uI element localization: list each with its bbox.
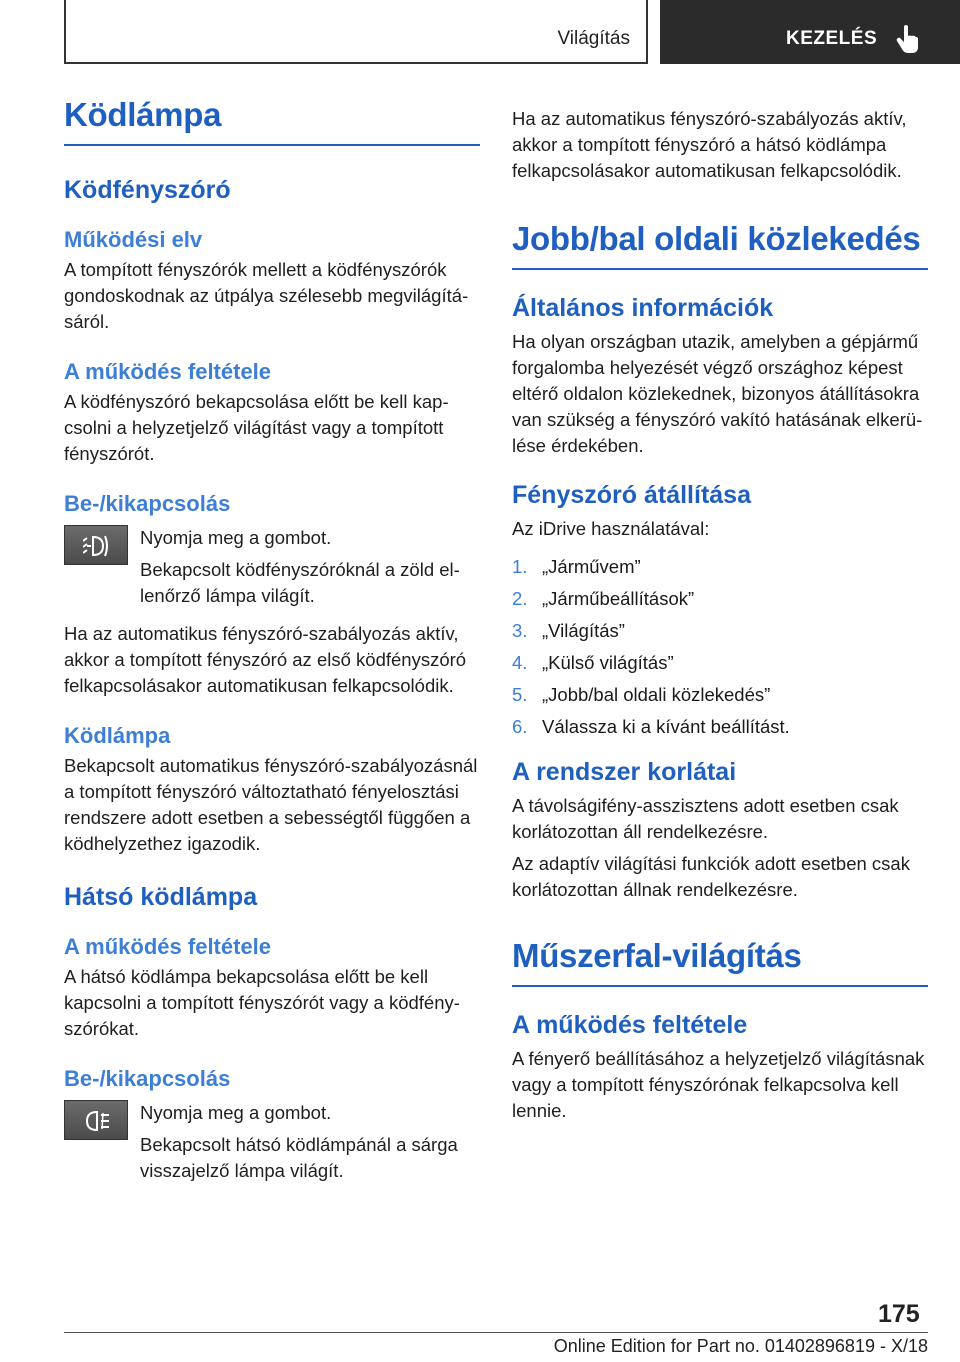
button-1-line-1: Nyomja meg a gombot. <box>140 527 332 548</box>
header-chapter-tab <box>660 0 960 64</box>
footer-divider <box>64 1332 928 1333</box>
pointing-hand-icon <box>896 24 920 54</box>
heading-atallitas: Fényszóró átállítása <box>512 481 751 509</box>
page-number: 175 <box>878 1300 920 1328</box>
heading-feltetel-1: A működés feltétele <box>64 359 272 384</box>
para-feltetel-1: A ködfényszóró bekapcsolása előtt be kell kapcsolni a helyzetjelző világítást vagy a tompított fényszórót. <box>64 391 449 464</box>
heading-bekikapcsolas-2: Be-/kikapcsolás <box>64 1066 231 1091</box>
rear-fog-light-icon <box>83 1109 111 1133</box>
fog-light-button-row <box>64 525 480 609</box>
footer-edition: Online Edition for Part no. 01402896819 - X/18 <box>553 1336 928 1356</box>
right-column <box>512 96 928 1124</box>
list-item: 3. „Világítás” <box>512 620 625 641</box>
para-idrive: Az iDrive használatával: <box>512 518 710 539</box>
rear-fog-light-button <box>64 1100 128 1140</box>
heading-mukodesi-elv: Működési elv <box>64 227 203 252</box>
button-2-line-1: Nyomja meg a gombot. <box>140 1102 332 1123</box>
header-section-box <box>64 0 648 64</box>
header-section-title: Világítás <box>557 28 630 49</box>
heading-feltetel-2: A működés feltétele <box>64 934 272 959</box>
heading-kodlampa: Ködlámpa <box>64 96 480 146</box>
button-2-line-2: Bekapcsolt hátsó ködlámpánál a sárga visszajelző lámpa világít. <box>140 1134 458 1181</box>
para-auto-2: Ha az automatikus fényszóró-szabályozás aktív, akkor a tompított fényszóró a hátsó ködlámpa felkapcsolásakor automatikusan felkapcsolódik. <box>512 108 907 181</box>
heading-altalanos: Általános információk <box>512 294 774 322</box>
list-item: 1. „Járművem” <box>512 556 641 577</box>
heading-korlatai: A rendszer korlátai <box>512 758 737 786</box>
steps-list <box>512 554 928 740</box>
para-korlatai-2: Az adaptív világítási funkciók adott esetben csak korlátozottan állnak rendelkezésre. <box>512 853 910 900</box>
heading-feltetel-3: A működés feltétele <box>512 1011 748 1039</box>
heading-hatso-kodlampa: Hátsó ködlámpa <box>64 883 258 911</box>
para-mukodesi-elv: A tompított fényszórók mellett a ködfényszórók gondoskodnak az útpálya szélesebb megvilágításáról. <box>64 259 469 332</box>
para-altalanos: Ha olyan országban utazik, amelyben a gépjármű forgalomba helyezését végző országhoz képest eltérő oldalon közlekednek, bizonyos átállításokra van szükség a fényszóró vakító hatásának elkerülése érdekében. <box>512 331 923 456</box>
para-auto-1: Ha az automatikus fényszóró-szabályozás aktív, akkor a tompított fényszóró az első ködfényszóró felkapcsolásakor automatikusan felkapcsolódik. <box>64 623 467 696</box>
list-item: 6. Válassza ki a kívánt beállítást. <box>512 716 790 737</box>
button-1-line-2: Bekapcsolt ködfényszóróknál a zöld ellenőrző lámpa világít. <box>140 559 460 606</box>
front-fog-light-icon <box>83 534 111 558</box>
para-korlatai-1: A távolságifény-asszisztens adott esetben csak korlátozottan áll rendelkezésre. <box>512 795 899 842</box>
rear-fog-button-row <box>64 1100 480 1184</box>
heading-kodlampa-2: Ködlámpa <box>64 723 171 748</box>
header-chapter-title: KEZELÉS <box>786 28 878 49</box>
para-kodlampa-2: Bekapcsolt automatikus fényszóró-szabályozásnál a tompított fényszóró változtatható fényelosztási rendszere adott esetben a sebességtől függően a ködhelyzethez igazodik. <box>64 755 478 854</box>
left-column <box>64 96 480 1184</box>
list-item: 2. „Járműbeállítások” <box>512 588 695 609</box>
list-item: 4. „Külső világítás” <box>512 652 674 673</box>
heading-muszerfal: Műszerfal-világítás <box>512 937 928 987</box>
list-item: 5. „Jobb/bal oldali közlekedés” <box>512 684 771 705</box>
para-feltetel-3: A fényerő beállításához a helyzetjelző világításnak vagy a tompított fényszórónak felkapcsolva kell lennie. <box>512 1048 925 1121</box>
heading-jobb-bal: Jobb/bal oldali közlekedés <box>512 220 928 270</box>
heading-kodfenyszoro: Ködfényszóró <box>64 176 231 204</box>
front-fog-light-button <box>64 525 128 565</box>
para-feltetel-2: A hátsó ködlámpa bekapcsolása előtt be kell kapcsolni a tompított fényszórót vagy a ködfényszórókat. <box>64 966 460 1039</box>
heading-bekikapcsolas-1: Be-/kikapcsolás <box>64 491 231 516</box>
